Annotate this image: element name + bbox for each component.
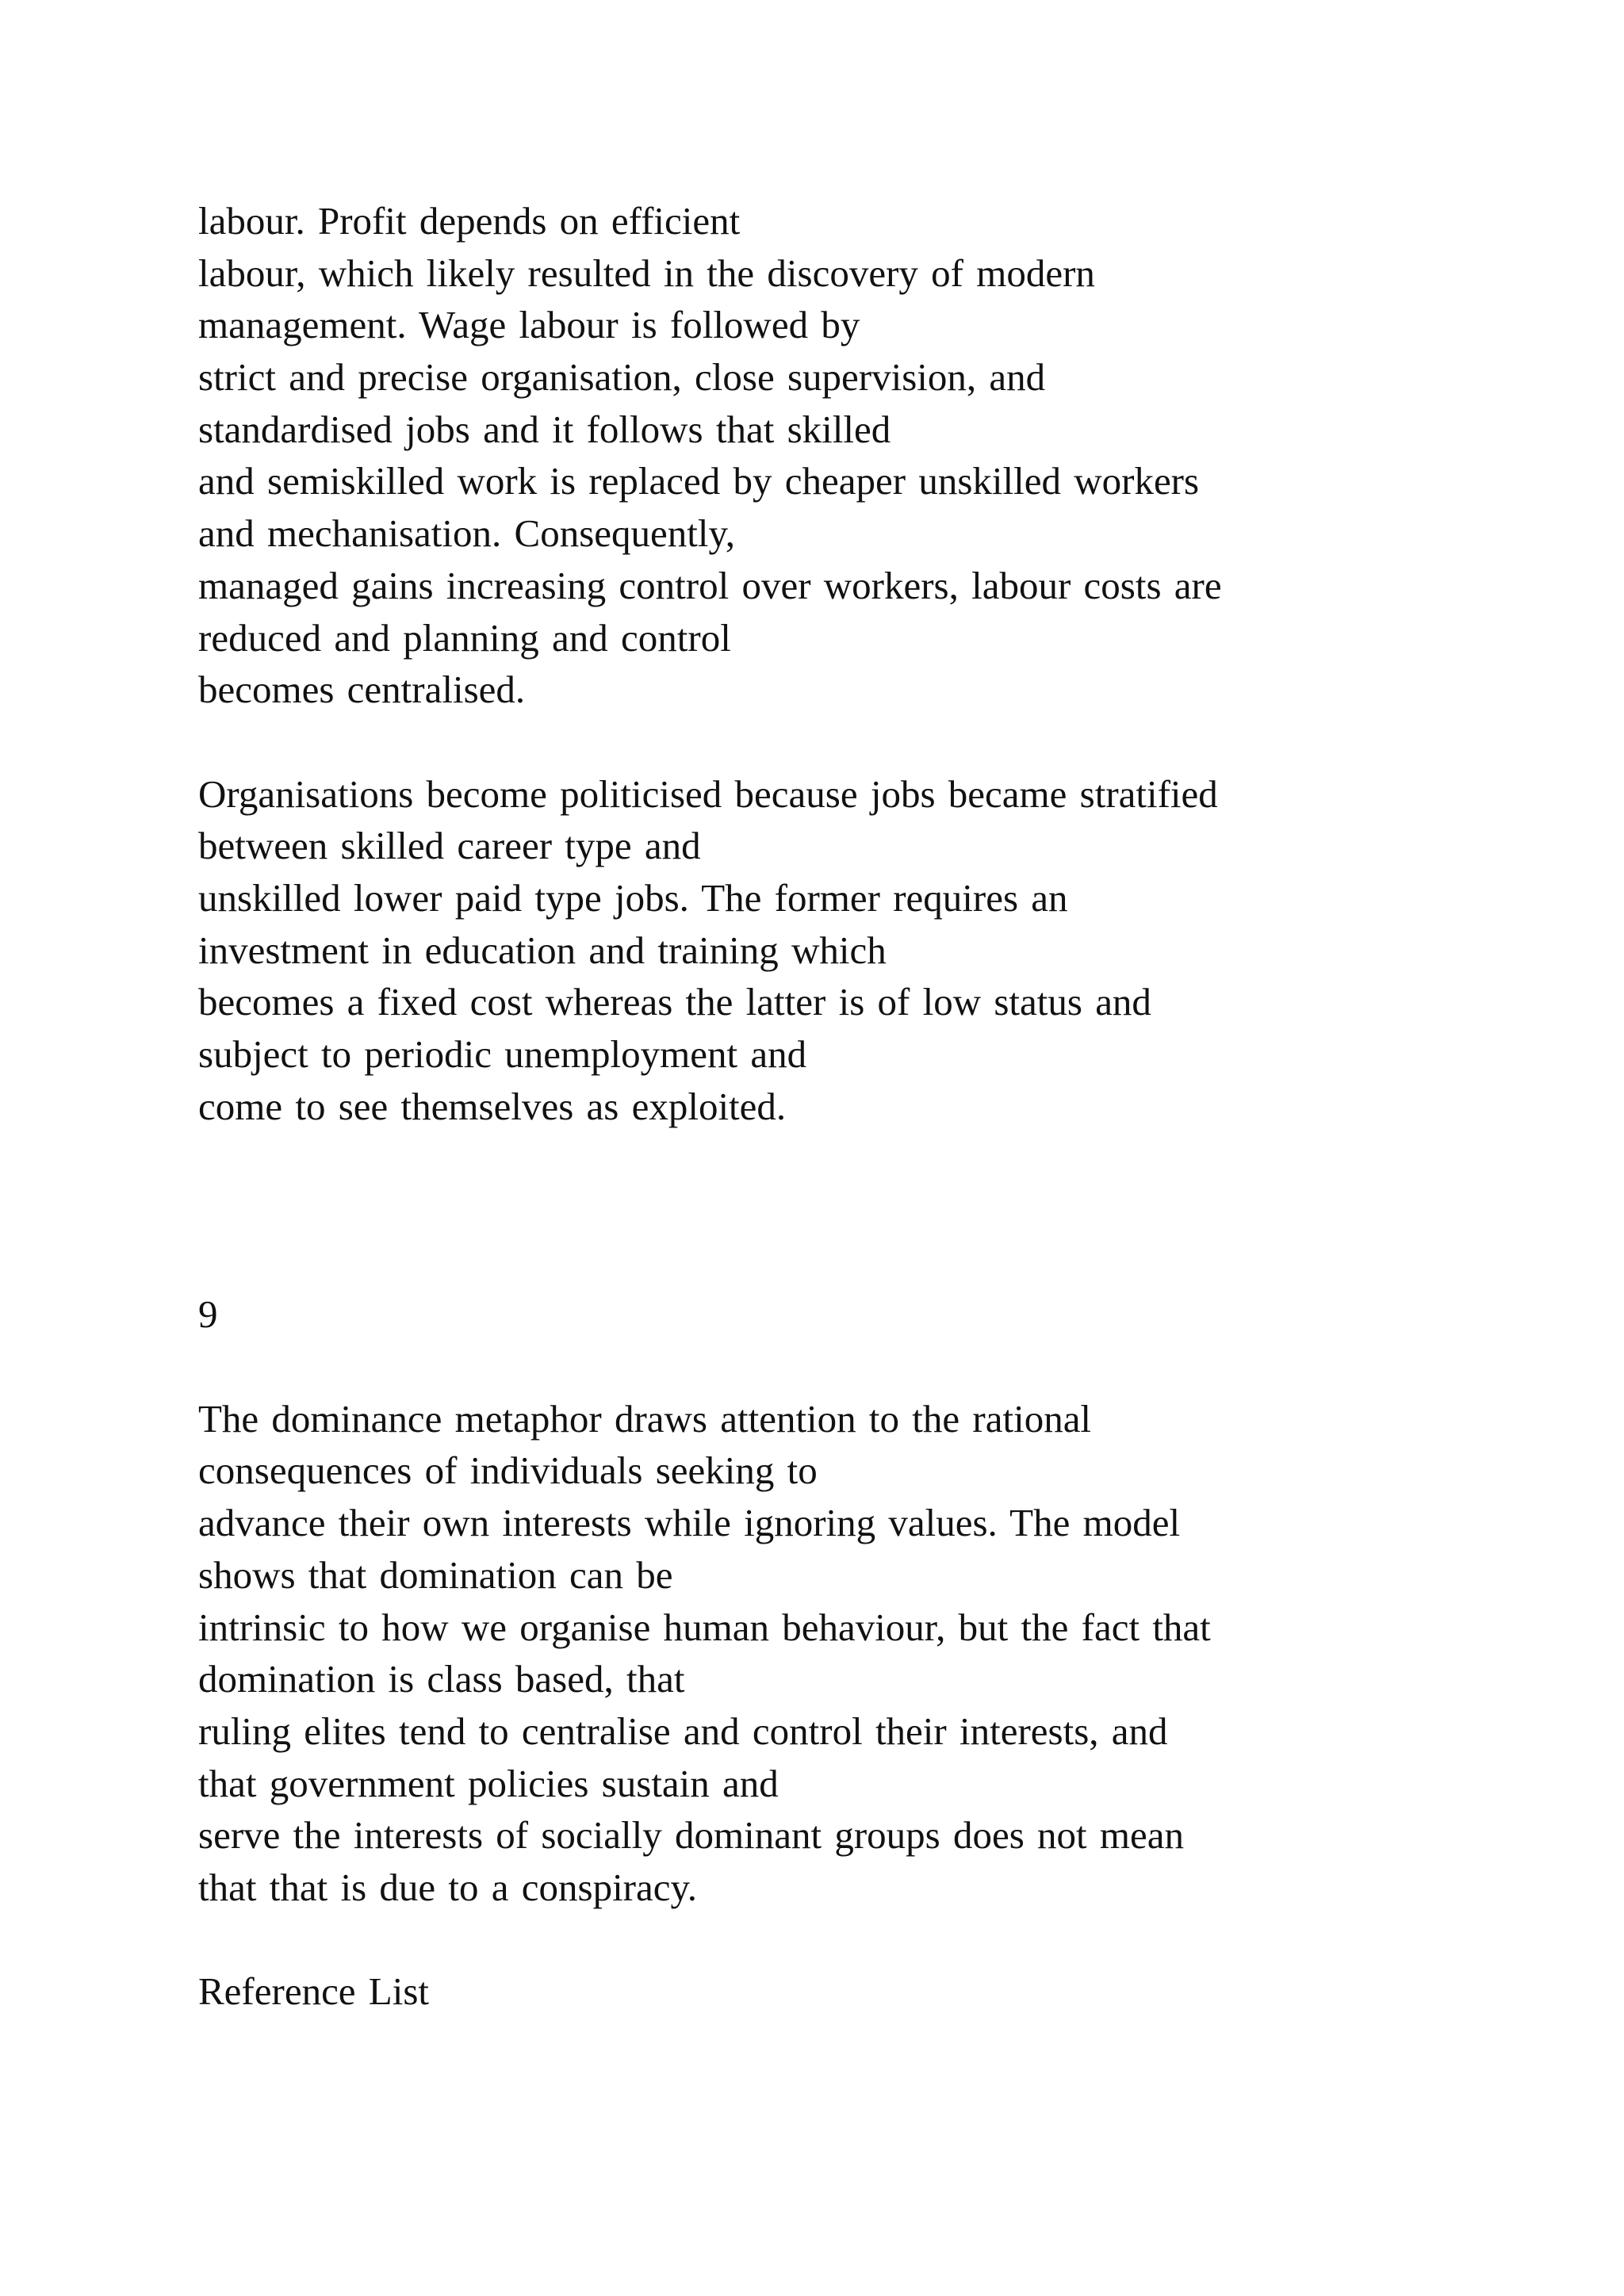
text-line: come to see themselves as exploited. [198, 1084, 787, 1128]
text-line: Organisations become politicised because jobs became stratified [198, 771, 1218, 816]
paragraph-2 [198, 768, 1546, 1133]
paragraph-1 [198, 195, 1546, 716]
text-line: consequences of individuals seeking to [198, 1448, 818, 1493]
reference-list-heading: Reference List [198, 1969, 430, 2014]
text-line: becomes a fixed cost whereas the latter is of low status and [198, 980, 1151, 1024]
paragraph-spacer [198, 716, 1546, 768]
text-line: strict and precise organisation, close supervision, and [198, 355, 1046, 400]
document-body [198, 195, 1546, 2018]
text-line: advance their own interests while ignoring values. The model [198, 1501, 1181, 1545]
text-line: subject to periodic unemployment and [198, 1032, 807, 1076]
text-line: between skilled career type and [198, 824, 701, 868]
text-line: management. Wage labour is followed by [198, 303, 860, 347]
text-line: investment in education and training which [198, 928, 887, 972]
text-line: domination is class based, that [198, 1657, 685, 1701]
paragraph-spacer [198, 1914, 1546, 1966]
paragraph-3 [198, 1393, 1546, 1914]
text-line: unskilled lower paid type jobs. The former requires an [198, 875, 1068, 920]
text-line: intrinsic to how we organise human behaviour, but the fact that [198, 1605, 1211, 1649]
page-number: 9 [198, 1292, 218, 1337]
text-line: reduced and planning and control [198, 615, 731, 660]
text-line: labour, which likely resulted in the discovery of modern [198, 251, 1095, 295]
text-line: managed gains increasing control over workers, labour costs are [198, 563, 1222, 607]
text-line: and semiskilled work is replaced by cheaper unskilled workers [198, 459, 1200, 503]
section-spacer [198, 1132, 1546, 1288]
text-line: that government policies sustain and [198, 1761, 779, 1805]
text-line: that that is due to a conspiracy. [198, 1865, 698, 1909]
text-line: serve the interests of socially dominant groups does not mean [198, 1813, 1185, 1858]
text-line: shows that domination can be [198, 1552, 673, 1597]
paragraph-spacer [198, 1341, 1546, 1393]
text-line: ruling elites tend to centralise and control their interests, and [198, 1709, 1168, 1753]
text-line: labour. Profit depends on efficient [198, 199, 741, 243]
text-line: and mechanisation. Consequently, [198, 511, 736, 556]
text-line: standardised jobs and it follows that skilled [198, 407, 891, 451]
text-line: The dominance metaphor draws attention to the rational [198, 1396, 1092, 1441]
text-line: becomes centralised. [198, 668, 526, 712]
